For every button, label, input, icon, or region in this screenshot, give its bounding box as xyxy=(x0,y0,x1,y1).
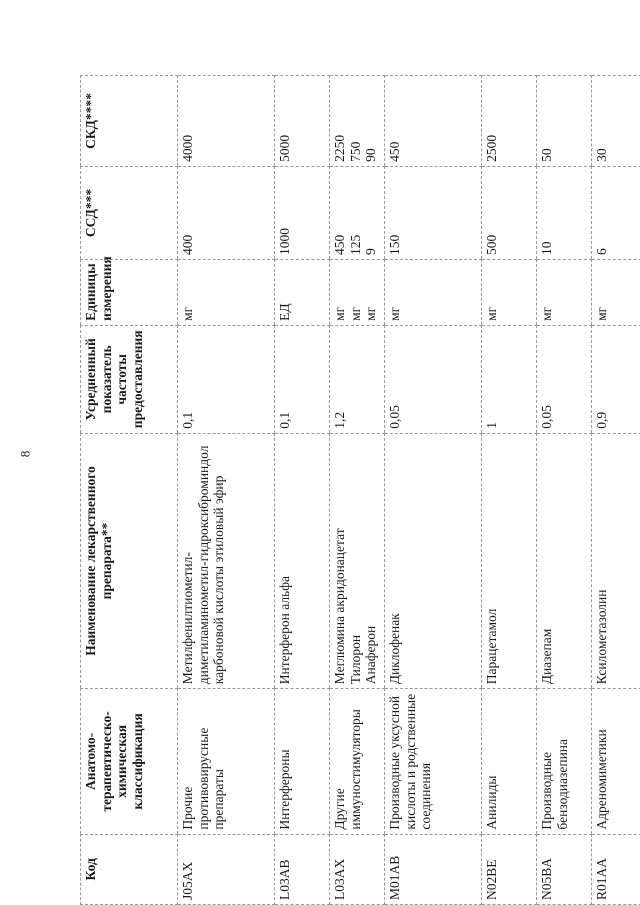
cell-atc: Интерфероны xyxy=(275,689,330,834)
cell-unit: мг xyxy=(592,260,640,326)
cell-unit: мг xyxy=(482,260,537,326)
cell-ssd: 500 xyxy=(482,166,537,259)
table-row xyxy=(330,76,385,905)
cell-atc: Адреномиметики xyxy=(592,689,640,834)
header-skd: СКД**** xyxy=(81,76,178,167)
cell-unit: мг xyxy=(385,260,482,326)
cell-skd: 2500 xyxy=(482,76,537,167)
table-row xyxy=(275,76,330,905)
cell-ssd: 6 xyxy=(592,166,640,259)
cell-unit: мг xyxy=(537,260,592,326)
cell-skd: 450 xyxy=(385,76,482,167)
header-frequency: Усредненный показатель частоты предоставления xyxy=(81,325,178,433)
header-code: Код xyxy=(81,834,178,904)
cell-code: J05AX xyxy=(178,834,275,904)
skd-value: 2250 xyxy=(332,134,347,162)
cell-drug: Диклофенак xyxy=(385,433,482,689)
cell-atc: Производные уксусной кислоты и родственные соединения xyxy=(385,689,482,834)
ssd-value: 9 xyxy=(363,248,379,256)
cell-drug: Метилфенилтиометил-диметиламинометил-гидроксиброминдол карбоновой кислоты этиловый эфир xyxy=(178,433,275,689)
cell-drug: Диазепам xyxy=(537,433,592,689)
unit-value: мг xyxy=(363,306,379,321)
cell-ssd: 10 xyxy=(537,166,592,259)
ssd-value: 125 xyxy=(347,234,363,256)
cell-skd: 50 xyxy=(537,76,592,167)
cell-frequency: 0,1 xyxy=(275,325,330,433)
table-row xyxy=(537,76,592,905)
table-row xyxy=(592,76,640,905)
cell-ssd xyxy=(330,166,385,259)
cell-code: N02BE xyxy=(482,834,537,904)
drug-name: Меглюмина акридонацетат xyxy=(332,528,347,685)
cell-code: L03AB xyxy=(275,834,330,904)
cell-unit: мг xyxy=(178,260,275,326)
cell-code: R01AA xyxy=(592,834,640,904)
cell-code: L03AX xyxy=(330,834,385,904)
cell-frequency: 1 xyxy=(482,325,537,433)
cell-atc: Анилиды xyxy=(482,689,537,834)
cell-atc: Другие иммуностимуляторы xyxy=(330,689,385,834)
drug-name: Тилорон xyxy=(347,634,363,685)
ssd-value: 450 xyxy=(332,234,347,256)
cell-unit: ЕД xyxy=(275,260,330,326)
cell-frequency: 0,9 xyxy=(592,325,640,433)
cell-frequency: 1,2 xyxy=(330,325,385,433)
cell-skd xyxy=(330,76,385,167)
cell-ssd: 150 xyxy=(385,166,482,259)
rotated-table-container xyxy=(80,75,620,905)
cell-ssd: 400 xyxy=(178,166,275,259)
header-ssd: ССД*** xyxy=(81,166,178,259)
header-atc-class: Анатомо-терапевтическо-химическая классификация xyxy=(81,689,178,834)
table-row xyxy=(385,76,482,905)
cell-drug: Парацетамол xyxy=(482,433,537,689)
header-unit: Единицы измерения xyxy=(81,260,178,326)
cell-code: N05BA xyxy=(537,834,592,904)
unit-value: мг xyxy=(347,306,363,321)
drug-name: Анаферон xyxy=(363,625,379,685)
skd-value: 750 xyxy=(347,141,363,162)
cell-frequency: 0,1 xyxy=(178,325,275,433)
cell-frequency: 0,05 xyxy=(385,325,482,433)
cell-skd: 5000 xyxy=(275,76,330,167)
table-row xyxy=(482,76,537,905)
cell-code: M01AB xyxy=(385,834,482,904)
cell-atc: Производные бензодиазепина xyxy=(537,689,592,834)
table-row xyxy=(178,76,275,905)
cell-ssd: 1000 xyxy=(275,166,330,259)
skd-value: 90 xyxy=(363,148,379,162)
header-drug-name: Наименование лекарственного препарата** xyxy=(81,433,178,689)
cell-drug xyxy=(330,433,385,689)
cell-skd: 30 xyxy=(592,76,640,167)
cell-frequency: 0,05 xyxy=(537,325,592,433)
unit-value: мг xyxy=(332,306,347,321)
cell-atc: Прочие противовирусные препараты xyxy=(178,689,275,834)
cell-unit xyxy=(330,260,385,326)
page-number: 8 xyxy=(17,450,33,458)
cell-drug: Ксилометазолин xyxy=(592,433,640,689)
header-row xyxy=(81,76,178,905)
cell-drug: Интерферон альфа xyxy=(275,433,330,689)
cell-skd: 4000 xyxy=(178,76,275,167)
drug-table xyxy=(80,75,640,905)
